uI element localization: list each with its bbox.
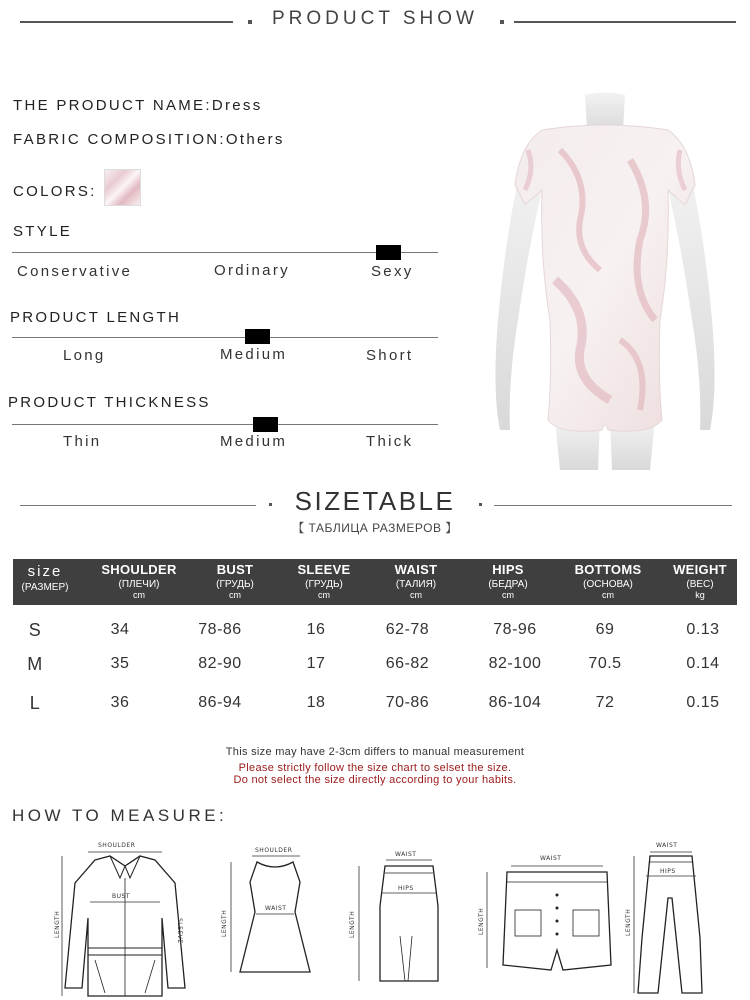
skirt-length-label: LENGTH [349, 910, 356, 938]
dress-waist-label: WAIST [265, 905, 287, 912]
thickness-scale-line [12, 424, 438, 425]
sizetable-rule-right [494, 505, 732, 506]
jacket-sleeve-label: SLEEVE [176, 918, 183, 944]
style-title: STYLE [13, 223, 73, 240]
col-bust: BUST (ГРУДЬ) cm [216, 562, 254, 600]
cell-size: M [27, 654, 43, 674]
jacket-length-label: LENGTH [54, 910, 61, 938]
style-scale-line [12, 252, 438, 253]
thickness-title: PRODUCT THICKNESS [8, 394, 211, 411]
cell-hips: 82-100 [488, 655, 542, 672]
cell-sleeve: 16 [306, 621, 326, 638]
thickness-label-medium: Medium [220, 433, 288, 450]
cell-bust: 78-86 [198, 621, 242, 638]
col-sleeve: SLEEVE (ГРУДЬ) cm [297, 562, 351, 600]
dress-length-label: LENGTH [221, 909, 228, 937]
cell-size: S [28, 620, 42, 640]
note-measurement: This size may have 2-3cm differs to manual measurement [225, 746, 525, 758]
cell-weight: 0.15 [686, 694, 720, 711]
length-title: PRODUCT LENGTH [10, 309, 182, 326]
shorts-length-label: LENGTH [478, 907, 485, 935]
cell-sleeve: 17 [306, 655, 326, 672]
style-label-sexy: Sexy [371, 263, 414, 280]
skirt-hips-label: HIPS [398, 885, 414, 892]
pants-measure-diagram [620, 838, 720, 998]
cell-bottoms: 72 [595, 694, 615, 711]
cell-bottoms: 70.5 [588, 655, 622, 672]
length-label-long: Long [63, 347, 106, 364]
length-label-medium: Medium [220, 346, 288, 363]
thickness-label-thick: Thick [366, 433, 414, 450]
col-bottoms: BOTTOMS (ОСНОВА) cm [574, 562, 642, 600]
style-label-ordinary: Ordinary [214, 262, 290, 279]
shorts-measure-diagram [475, 850, 615, 980]
cell-shoulder: 36 [110, 694, 130, 711]
col-shoulder: SHOULDER (ПЛЕЧИ) cm [101, 562, 177, 600]
skirt-measure-diagram [340, 846, 440, 991]
cell-weight: 0.14 [686, 655, 720, 672]
sizetable-subtitle: 【 ТАБЛИЦА РАЗМЕРОВ 】 [292, 521, 458, 535]
style-selected-marker [376, 245, 401, 260]
dress-measure-diagram [215, 842, 315, 992]
sizetable-dot-right [479, 503, 482, 506]
shorts-waist-label: WAIST [540, 855, 562, 862]
cell-shoulder: 35 [110, 655, 130, 672]
pants-length-label: LENGTH [625, 908, 632, 936]
color-swatch[interactable] [104, 169, 141, 206]
jacket-bust-label: BUST [112, 893, 130, 900]
cell-waist: 62-78 [385, 621, 430, 638]
cell-bottoms: 69 [595, 621, 615, 638]
jacket-measure-diagram [50, 838, 200, 1000]
product-photo [480, 90, 730, 470]
length-selected-marker [245, 329, 270, 344]
note-warning-1: Please strictly follow the size chart to selset the size. [238, 762, 512, 774]
cell-hips: 78-96 [493, 621, 537, 638]
skirt-waist-label: WAIST [395, 851, 417, 858]
length-label-short: Short [366, 347, 414, 364]
cell-sleeve: 18 [306, 694, 326, 711]
colors-label: COLORS: [13, 183, 97, 200]
cell-hips: 86-104 [488, 694, 542, 711]
how-to-measure-title: HOW TO MEASURE: [12, 806, 228, 825]
size-table-header [13, 559, 737, 605]
cell-bust: 82-90 [198, 655, 242, 672]
style-label-conservative: Conservative [17, 263, 133, 280]
col-hips: HIPS (БЕДРА) cm [488, 562, 528, 600]
cell-weight: 0.13 [686, 621, 720, 638]
fabric-composition: FABRIC COMPOSITION:Others [13, 131, 285, 148]
header-rule-right [514, 21, 736, 23]
header-dot-right [500, 20, 504, 24]
note-warning-2: Do not select the size directly according to your habits. [233, 774, 517, 786]
pants-hips-label: HIPS [660, 868, 676, 875]
length-scale-line [12, 337, 438, 338]
col-waist: WAIST (ТАЛИЯ) cm [394, 562, 438, 600]
pants-waist-label: WAIST [656, 842, 678, 849]
cell-waist: 66-82 [385, 655, 430, 672]
thickness-label-thin: Thin [63, 433, 102, 450]
cell-shoulder: 34 [110, 621, 130, 638]
thickness-selected-marker [253, 417, 278, 432]
page-title: PRODUCT SHOW [272, 8, 478, 29]
cell-size: L [29, 693, 41, 713]
jacket-shoulder-label: SHOULDER [98, 842, 136, 849]
dress-shoulder-label: SHOULDER [255, 847, 293, 854]
col-weight: WEIGHT (ВЕС) kg [673, 562, 727, 600]
product-name: THE PRODUCT NAME:Dress [13, 97, 263, 114]
cell-bust: 86-94 [198, 694, 242, 711]
cell-waist: 70-86 [385, 694, 430, 711]
sizetable-title: SIZETABLE [294, 486, 456, 516]
col-size: size (РАЗМЕР) [21, 563, 69, 593]
